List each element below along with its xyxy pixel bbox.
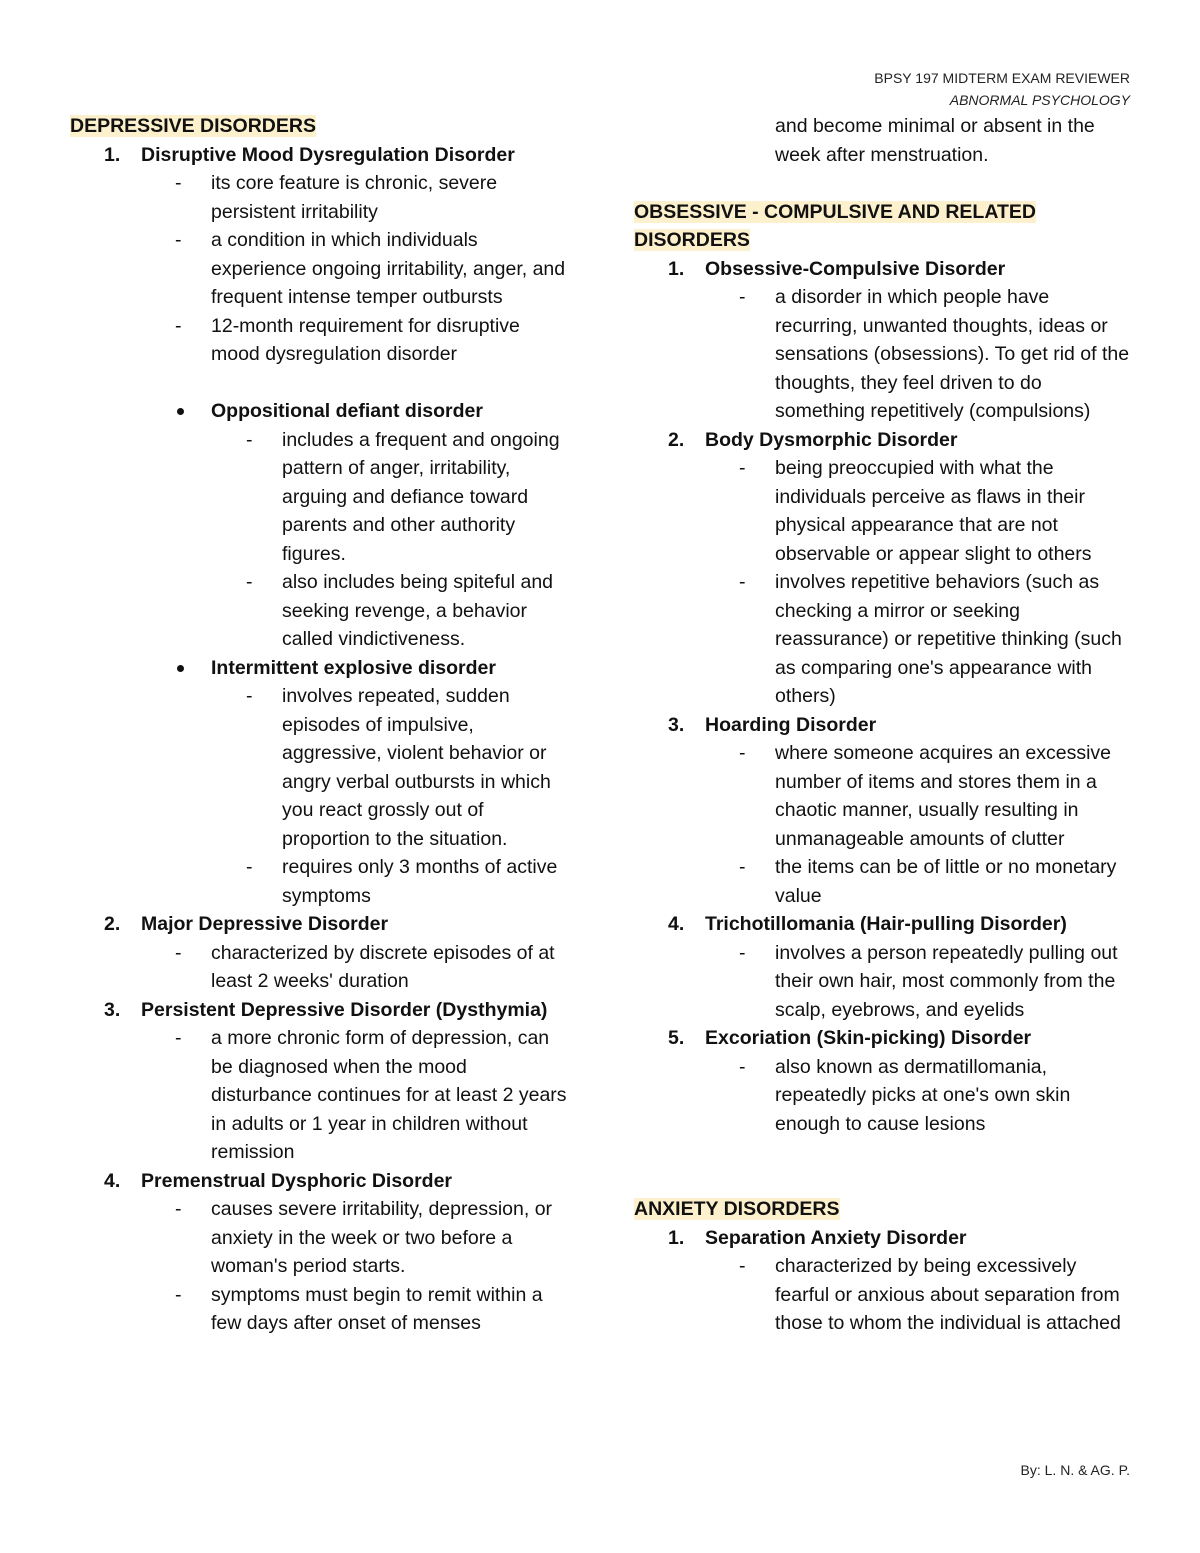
left-column — [70, 112, 570, 1338]
list-item: - involves repeated, sudden episodes of impulsive, aggressive, violent behavior or angry verbal outbursts in which you react grossly out of proportion to the situation. — [70, 682, 570, 853]
ocd-heading: 1. Obsessive-Compulsive Disorder — [668, 257, 1006, 280]
list-item: - a disorder in which people have recurring, unwanted thoughts, ideas or sensations (obsessions). To get rid of the thoughts, they feel driven to do something repetitively (compulsions) — [634, 283, 1134, 426]
list-item: - requires only 3 months of active symptoms — [70, 853, 570, 910]
list-item: - where someone acquires an excessive number of items and stores them in a chaotic manner, usually resulting in unmanageable amounts of clutter — [634, 739, 1134, 853]
hoarding-heading: 3. Hoarding Disorder — [668, 713, 877, 736]
pdd-heading: 3. Persistent Depressive Disorder (Dysthymia) — [104, 998, 548, 1021]
list-item: - characterized by discrete episodes of at least 2 weeks' duration — [70, 939, 570, 996]
list-item: - the items can be of little or no monetary value — [634, 853, 1134, 910]
list-item: - 12-month requirement for disruptive mood dysregulation disorder — [70, 312, 570, 369]
list-item: - a more chronic form of depression, can be diagnosed when the mood disturbance continues for at least 2 years in adults or 1 year in children without remission — [70, 1024, 570, 1167]
dmdd-heading: 1. Disruptive Mood Dysregulation Disorder — [104, 143, 515, 166]
excoriation-heading: 5. Excoriation (Skin-picking) Disorder — [668, 1027, 1032, 1049]
ied-heading: Intermittent explosive disorder — [70, 654, 570, 683]
list-item: - involves repetitive behaviors (such as checking a mirror or seeking reassurance) or repetitive thinking (such as comparing one's appearance with others) — [634, 568, 1134, 711]
spacer — [634, 169, 1134, 198]
list-item: - also includes being spiteful and seeking revenge, a behavior called vindictiveness. — [70, 568, 570, 654]
header-subject: ABNORMAL PSYCHOLOGY — [949, 92, 1130, 108]
tricho-heading: 4. Trichotillomania (Hair-pulling Disorder) — [668, 913, 1067, 935]
list-item: - causes severe irritability, depression, or anxiety in the week or two before a woman's period starts. — [70, 1195, 570, 1281]
pmdd-continuation: and become minimal or absent in the week after menstruation. — [775, 115, 1095, 166]
bdd-heading: 2. Body Dysmorphic Disorder — [668, 428, 958, 451]
list-item: - includes a frequent and ongoing pattern of anger, irritability, arguing and defiance toward parents and other authority figures. — [70, 426, 570, 569]
list-item: - symptoms must begin to remit within a few days after onset of menses — [70, 1281, 570, 1338]
odd-heading: Oppositional defiant disorder — [70, 397, 570, 426]
header-course: BPSY 197 MIDTERM EXAM REVIEWER — [874, 70, 1130, 86]
right-column — [634, 112, 1134, 1338]
list-item: - also known as dermatillomania, repeatedly picks at one's own skin enough to cause lesions — [634, 1053, 1134, 1139]
list-item: - its core feature is chronic, severe persistent irritability — [70, 169, 570, 226]
list-item: - characterized by being excessively fearful or anxious about separation from those to whom the individual is attached — [634, 1252, 1134, 1338]
section-title-depressive: DEPRESSIVE DISORDERS — [70, 115, 316, 137]
list-item: - being preoccupied with what the individuals perceive as flaws in their physical appearance that are not observable or appear slight to others — [634, 454, 1134, 568]
pmdd-heading: 4. Premenstrual Dysphoric Disorder — [104, 1169, 453, 1192]
spacer — [634, 1138, 1134, 1195]
section-title-ocd: OBSESSIVE - COMPULSIVE AND RELATED DISORDERS — [634, 200, 1036, 251]
list-item: - involves a person repeatedly pulling out their own hair, most commonly from the scalp, eyebrows, and eyelids — [634, 939, 1134, 1025]
footer-authors: By: L. N. & AG. P. — [1020, 1462, 1130, 1478]
spacer — [70, 369, 570, 398]
section-title-anxiety: ANXIETY DISORDERS — [634, 1198, 840, 1220]
list-item: - a condition in which individuals experience ongoing irritability, anger, and frequent intense temper outbursts — [70, 226, 570, 312]
mdd-heading: 2. Major Depressive Disorder — [104, 913, 389, 935]
sad-heading: 1. Separation Anxiety Disorder — [668, 1226, 967, 1249]
